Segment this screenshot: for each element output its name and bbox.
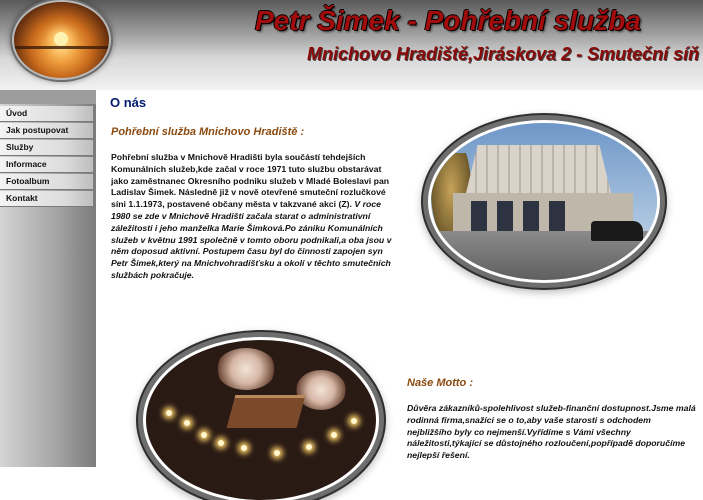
intro-text-italic: V roce 1980 se zde v Mnichově Hradišti začala starat o administrativní záležitosti i jeho manželka Marie Šimková.Po zániku Komunálních služeb v květnu 1991 společně v tomto oboru podnikali,a oba jsou v něm doposud aktivní. Postupem času byl do činnosti zapojen syn Petr Šimek,který na Mnichvohradišťsku a okolí v těchto smutečních službách pokračuje. — [111, 199, 392, 280]
nav-item-informace[interactable]: Informace — [0, 157, 93, 173]
sunset-logo-image — [14, 2, 109, 78]
motto-paragraph: Důvěra zákazníků-spolehlivost služeb-finanční dostupnost.Jsme malá rodinná firma,snažící se o to,aby vaše starosti s odchodem nejbližšího byly co nejmenší.Vyřídíme s Vámi všechny náležitosti,týkající se důstojného rozloučení,popřípadě doporučíme nejlepší řešení. — [407, 403, 696, 461]
motto-section-title: Naše Motto : — [407, 377, 473, 389]
candle-light — [184, 420, 190, 426]
candle-light — [331, 432, 337, 438]
page-title: O nás — [110, 95, 147, 110]
flower-wreath — [296, 370, 346, 410]
coffin — [227, 395, 306, 428]
sidebar — [0, 90, 96, 467]
nav-menu — [0, 106, 93, 208]
site-subtitle: Mnichovo Hradiště,Jiráskova 2 - Smuteční síň — [307, 44, 700, 64]
intro-paragraph — [111, 152, 401, 282]
nav-item-sluzby[interactable]: Služby — [0, 140, 93, 156]
candles-ceremony-photo — [146, 340, 376, 500]
main-content — [96, 90, 703, 467]
flower-wreath — [216, 348, 276, 390]
intro-section-title: Pohřební služba Mnichovo Hradiště : — [111, 126, 305, 138]
nav-item-kontakt[interactable]: Kontakt — [0, 191, 93, 207]
hearse-car — [591, 221, 643, 241]
candle-light — [218, 440, 224, 446]
intro-text-plain: Pohřební služba v Mnichově Hradišti byla součástí tehdejších Komunálních služeb,kde začal v roce 1971 tuto službu obstarávat jako zaměstnanec Okresního podniku služeb v Mladé Boleslavi pan Ladislav Šimek. Následně již v nově otevřené smuteční rozlučkové síni 1.1.1973, postavené občany města v takzvané akci (Z). — [111, 152, 390, 210]
candle-light — [166, 410, 172, 416]
site-title: Petr Šimek - Pohřební služba — [255, 5, 641, 36]
window — [549, 201, 565, 231]
sun-shape — [54, 32, 68, 46]
funeral-hall-photo — [431, 123, 657, 280]
candle-light — [201, 432, 207, 438]
window — [471, 201, 487, 231]
nav-item-jak-postupovat[interactable]: Jak postupovat — [0, 123, 93, 139]
nav-item-uvod[interactable]: Úvod — [0, 106, 93, 122]
candle-light — [351, 418, 357, 424]
horizon-line — [14, 46, 109, 49]
candle-light — [274, 450, 280, 456]
sidebar-top-bar — [0, 90, 96, 104]
nav-item-fotoalbum[interactable]: Fotoalbum — [0, 174, 93, 190]
candle-light — [306, 444, 312, 450]
header — [0, 0, 703, 90]
pleated-roof — [466, 145, 611, 193]
candle-light — [241, 445, 247, 451]
window — [497, 201, 513, 231]
window — [523, 201, 539, 231]
